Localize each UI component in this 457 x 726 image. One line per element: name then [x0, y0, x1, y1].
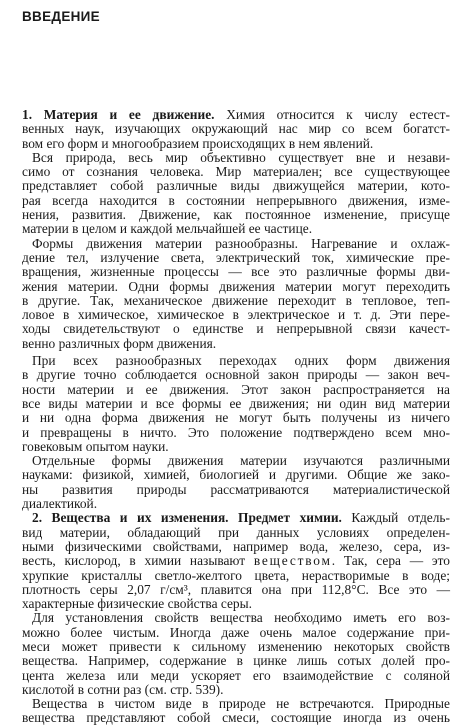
section1-paragraph-5: Отдельные формы движения материи изучаются различными науками: физикой, химией, биологией и другими. Общие же зако- ны развития природы рассматриваются материалистической диалектикой.	[22, 453, 450, 512]
body-text	[22, 108, 450, 726]
section2-paragraph-3: Вещества в чистом виде в природе не встречаются. Природные вещества представляют собой смеси, состоящие иногда из очень	[22, 696, 450, 726]
section2-paragraph-1: 2. Вещества и их изменения. Предмет химии. Каждый отдель- вид материи, обладающий при данных условиях определен- ными физическими свойствами, например вода, железо, сера, из- весть, кислород, в химии называют веществом. Так, сера — это хрупкие кристаллы светло-желтого цвета, нерастворимые в воде; плотность серы 2,07 г/см³, плавится она при 112,8°С. Все это — характерные физические свойства серы.	[22, 510, 451, 612]
section2-paragraph-2: Для установления свойств вещества необходимо иметь его воз- можно более чистым. Иногда даже очень малое содержание при- меси может привести к сильному изменению некоторых свойств вещества. Например, содержание в цинке лишь сотых долей про- цента железа или меди ускоряет его взаимодействие с соляной кислотой в сотни раз (см. стр. 539).	[22, 610, 450, 697]
section1-paragraph-4: При всех разнообразных переходах одних форм движения в другие точно соблюдается основной закон природы — закон веч- ности материи и ее движения. Этот закон распространяется на все виды материи и все формы ее движения; ни один вид материи и ни одна форма движения не могут быть получены из ничего и превращены в ничто. Это положение подтверждено всем мно- говековым опытом науки.	[22, 353, 450, 454]
chapter-title: ВВЕДЕНИЕ	[22, 9, 100, 24]
section2-heading: 2. Вещества и их изменения. Предмет химии.	[32, 510, 342, 526]
section1-paragraph-3: Формы движения материи разнообразны. Нагревание и охлаж- дение тел, излучение света, электрический ток, химические пре- вращения, жизненные процессы — все это различные формы дви- жения материи. Одни формы движения материи могут переходить в другие. Так, механическое движение переходит в тепловое, теп- ловое в химическое, химическое в электрическое и т. д. Эти пере- ходы свидетельствуют о единстве и непрерывной связи качест- венно различных форм движения.	[22, 235, 450, 351]
section1-paragraph-2: Вся природа, весь мир объективно существует вне и незави- симо от сознания человека. Мир материален; все существующее представляет собой различные виды движущейся материи, кото- рая всегда находится в состоянии непрерывного движения, изме- нения, развития. Движение, как постоянное изменение, присуще материи в целом и каждой мельчайшей ее частице.	[22, 149, 450, 237]
section1-paragraph-1: 1. Материя и ее движение. Химия относится к числу естест- венных наук, изучающих окружающий нас мир со всем богатст- вом его форм и многообразием происходящих в нем явлений.	[22, 107, 450, 151]
section1-heading: 1. Материя и ее движение.	[22, 107, 215, 122]
term-substance: веществом	[253, 553, 332, 569]
